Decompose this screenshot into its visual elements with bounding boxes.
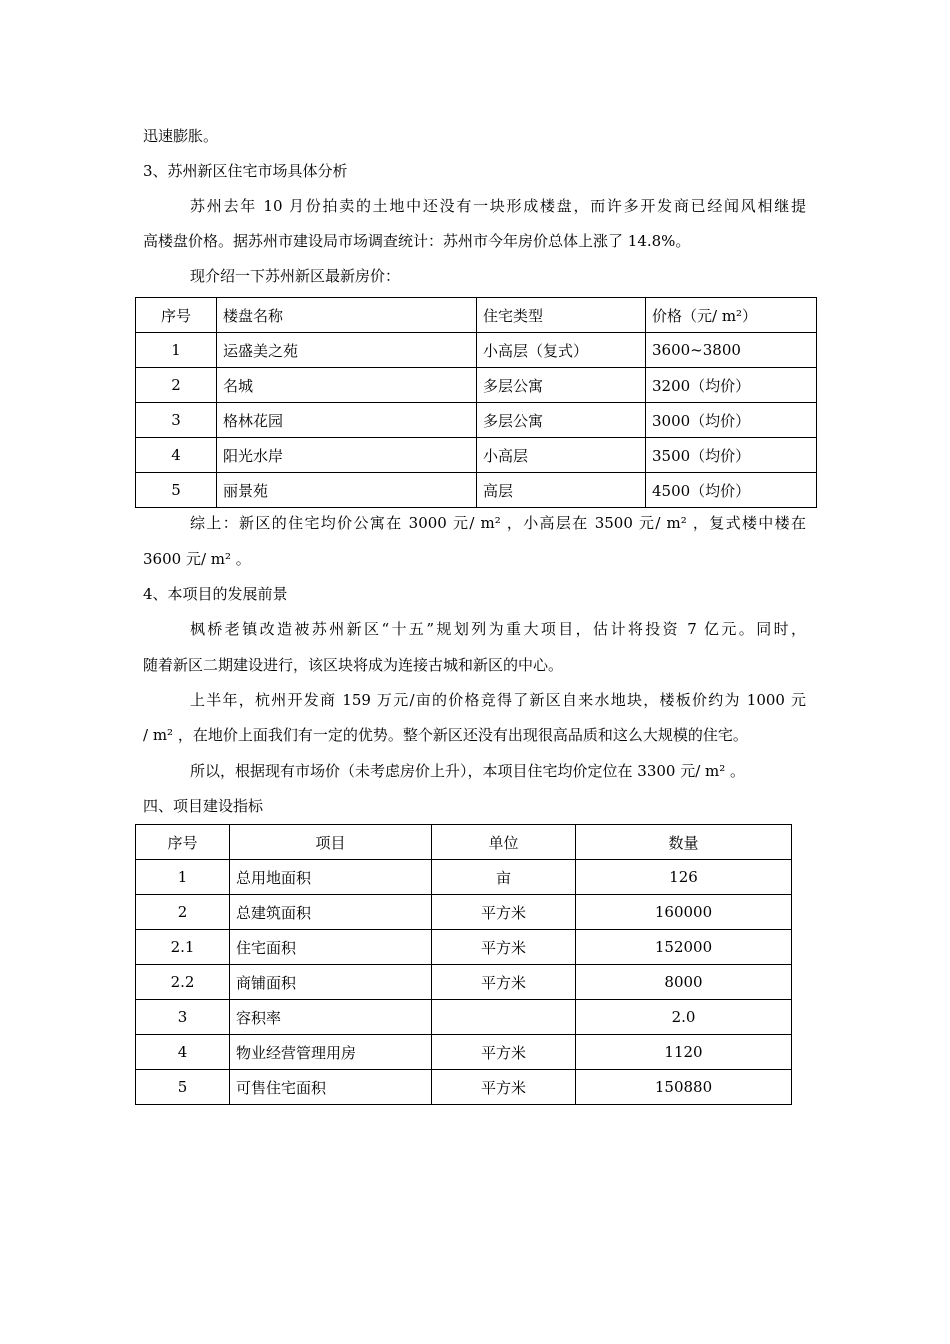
table-cell: 1 [136, 860, 230, 895]
paragraph-line: / m² ，在地价上面我们有一定的优势。整个新区还没有出现很高品质和这么大规模的住宅。 [143, 726, 748, 744]
paragraph-continuation: 迅速膨胀。 [143, 127, 219, 145]
table-cell: 150880 [576, 1070, 792, 1105]
table-header-row [136, 825, 792, 860]
table-cell: 126 [576, 860, 792, 895]
table-cell: 4 [136, 1035, 230, 1070]
table-row [136, 1000, 792, 1035]
table-cell: 平方米 [432, 1070, 576, 1105]
table-cell: 2.1 [136, 930, 230, 965]
table-row [136, 1035, 792, 1070]
table-cell: 平方米 [432, 965, 576, 1000]
table-cell: 小高层（复式） [477, 333, 646, 368]
table-cell: 4 [136, 438, 217, 473]
table-header-cell: 数量 [576, 825, 792, 860]
table-cell: 5 [136, 473, 217, 508]
table-row [136, 333, 817, 368]
table-cell: 多层公寓 [477, 403, 646, 438]
table-cell: 2.2 [136, 965, 230, 1000]
table-cell: 3500（均价） [646, 438, 817, 473]
paragraph-line: 现介绍一下苏州新区最新房价： [190, 267, 401, 285]
table-cell: 总建筑面积 [230, 895, 432, 930]
table-header-cell: 单位 [432, 825, 576, 860]
paragraph-line: 所以，根据现有市场价（未考虑房价上升），本项目住宅均价定位在 3300 元/ m² 。 [190, 762, 746, 780]
table-cell: 亩 [432, 860, 576, 895]
table-cell: 丽景苑 [217, 473, 477, 508]
table-cell: 8000 [576, 965, 792, 1000]
table-header-cell: 楼盘名称 [217, 298, 477, 333]
table-header-cell: 价格（元/ m²） [646, 298, 817, 333]
table-cell: 高层 [477, 473, 646, 508]
table-cell: 运盛美之苑 [217, 333, 477, 368]
table-cell: 3600~3800 [646, 333, 817, 368]
table-cell: 2 [136, 368, 217, 403]
table-cell: 格林花园 [217, 403, 477, 438]
table-header-cell: 序号 [136, 825, 230, 860]
table-cell: 容积率 [230, 1000, 432, 1035]
table-row [136, 965, 792, 1000]
table-row [136, 1070, 792, 1105]
table-header-cell: 序号 [136, 298, 217, 333]
paragraph-line: 3600 元/ m² 。 [143, 550, 251, 568]
table-cell: 4500（均价） [646, 473, 817, 508]
paragraph-line: 综上：新区的住宅均价公寓在 3000 元/ m² ，小高层在 3500 元/ m² ，复式楼中楼在 [190, 514, 806, 532]
index-table [135, 824, 792, 1105]
table-cell: 2.0 [576, 1000, 792, 1035]
table-cell: 1120 [576, 1035, 792, 1070]
paragraph-line: 枫桥老镇改造被苏州新区“十五”规划列为重大项目，估计将投资 7 亿元。同时， [190, 620, 806, 638]
section-heading-four: 四、项目建设指标 [143, 797, 264, 815]
table-header-cell: 项目 [230, 825, 432, 860]
table-row [136, 473, 817, 508]
paragraph-line: 随着新区二期建设进行，该区块将成为连接古城和新区的中心。 [143, 656, 564, 674]
table-cell: 3 [136, 1000, 230, 1035]
table-cell [432, 1000, 576, 1035]
table-row [136, 860, 792, 895]
table-cell: 3200（均价） [646, 368, 817, 403]
table-cell: 平方米 [432, 895, 576, 930]
paragraph-line: 苏州去年 10 月份拍卖的土地中还没有一块形成楼盘，而许多开发商已经闻风相继提 [190, 197, 806, 215]
table-cell: 5 [136, 1070, 230, 1105]
table-row [136, 438, 817, 473]
section-heading-3: 3、苏州新区住宅市场具体分析 [143, 162, 348, 180]
table-header-row [136, 298, 817, 333]
paragraph-line: 上半年，杭州开发商 159 万元/亩的价格竞得了新区自来水地块，楼板价约为 1000 元 [190, 691, 806, 709]
table-cell: 多层公寓 [477, 368, 646, 403]
table-cell: 小高层 [477, 438, 646, 473]
table-cell: 1 [136, 333, 217, 368]
table-cell: 住宅面积 [230, 930, 432, 965]
table-row [136, 895, 792, 930]
price-table [135, 297, 817, 508]
table-cell: 2 [136, 895, 230, 930]
table-cell: 可售住宅面积 [230, 1070, 432, 1105]
table-cell: 3000（均价） [646, 403, 817, 438]
table-cell: 物业经营管理用房 [230, 1035, 432, 1070]
table-cell: 3 [136, 403, 217, 438]
paragraph-line: 高楼盘价格。据苏州市建设局市场调查统计：苏州市今年房价总体上涨了 14.8%。 [143, 232, 691, 250]
table-cell: 名城 [217, 368, 477, 403]
table-cell: 160000 [576, 895, 792, 930]
section-heading-4: 4、本项目的发展前景 [143, 585, 288, 603]
table-cell: 152000 [576, 930, 792, 965]
table-cell: 平方米 [432, 930, 576, 965]
table-row [136, 368, 817, 403]
table-row [136, 403, 817, 438]
table-cell: 阳光水岸 [217, 438, 477, 473]
table-cell: 商铺面积 [230, 965, 432, 1000]
table-row [136, 930, 792, 965]
table-header-cell: 住宅类型 [477, 298, 646, 333]
table-cell: 平方米 [432, 1035, 576, 1070]
table-cell: 总用地面积 [230, 860, 432, 895]
